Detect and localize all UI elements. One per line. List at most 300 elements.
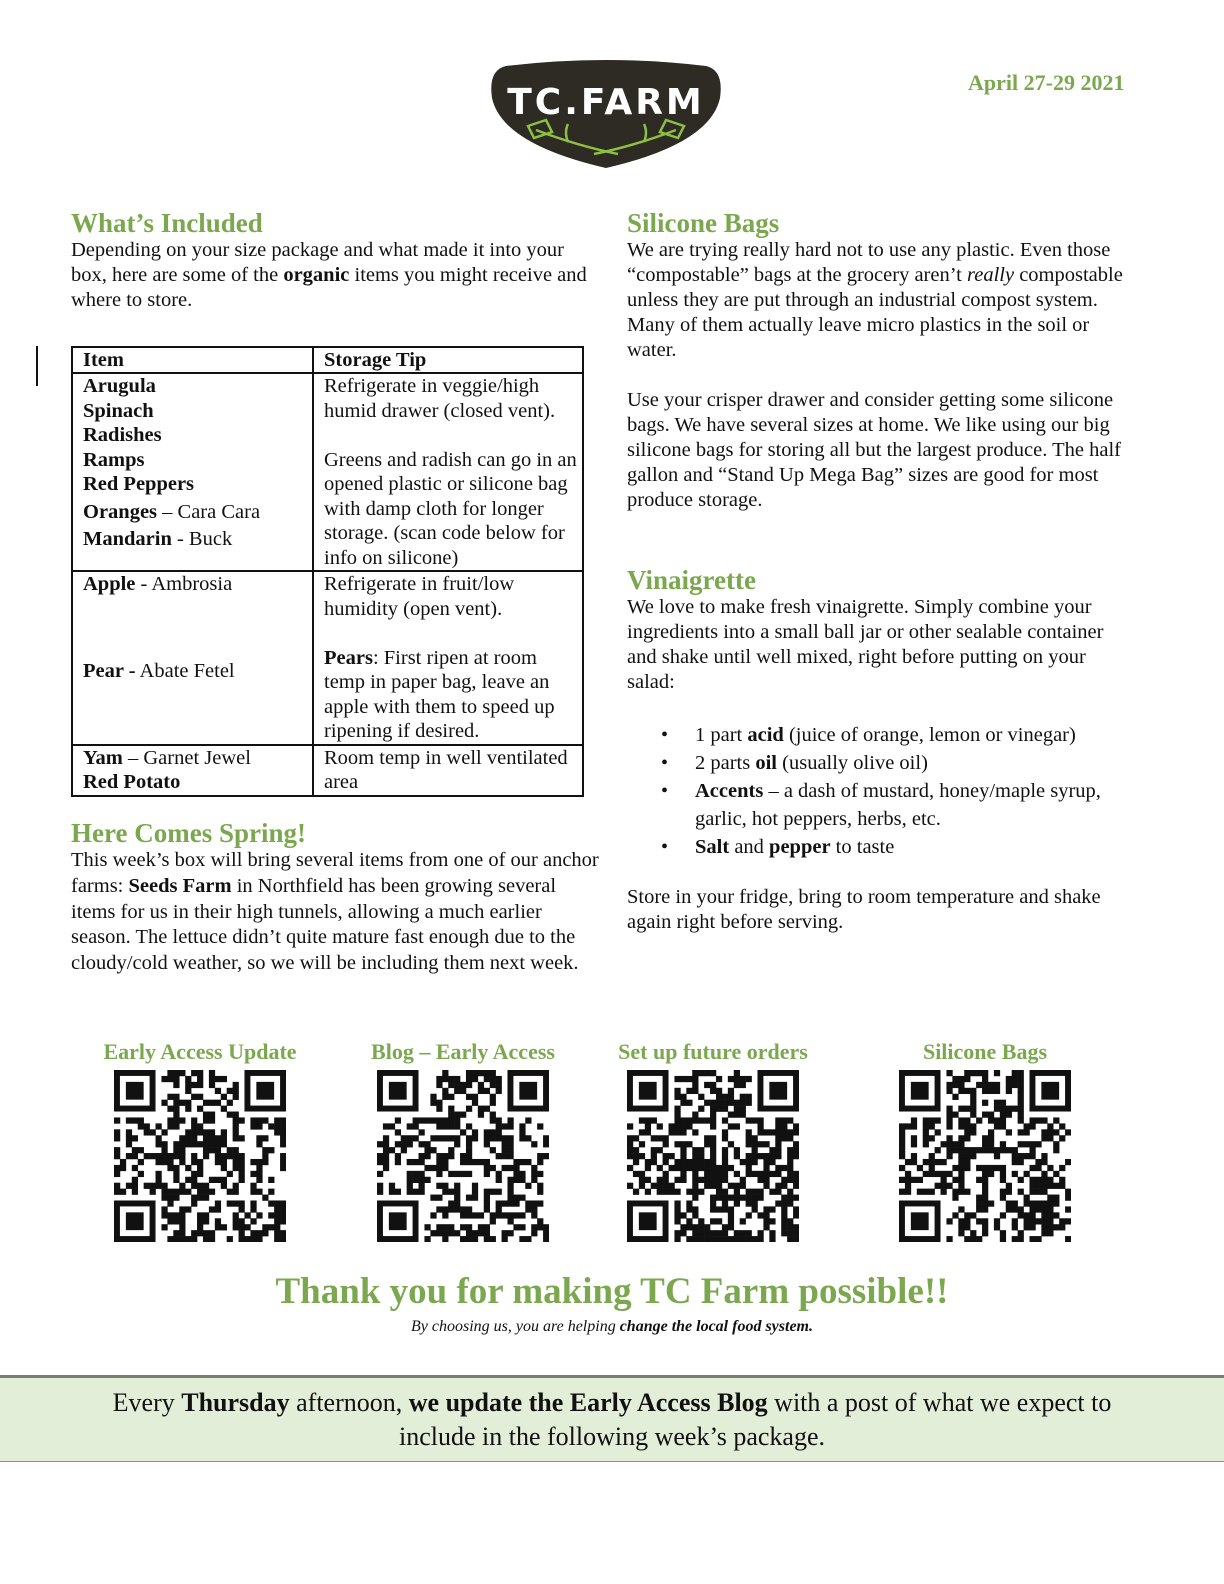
item-name: Yam – Garnet Jewel: [83, 746, 251, 769]
qr-module: [757, 1153, 763, 1159]
qr-module: [716, 1076, 722, 1082]
qr-module: [698, 1153, 704, 1159]
qr-module: [958, 1165, 964, 1171]
qr-module: [692, 1165, 698, 1171]
qr-module: [1065, 1189, 1071, 1195]
qr-module: [639, 1183, 645, 1189]
qr-module: [173, 1236, 179, 1242]
qr-module: [781, 1183, 787, 1189]
qr-module: [964, 1236, 970, 1242]
qr-set-up-future-orders[interactable]: [608, 1038, 818, 1242]
qr-module: [513, 1200, 519, 1206]
qr-module: [680, 1177, 686, 1183]
qr-module: [899, 1135, 905, 1141]
qr-module: [543, 1230, 549, 1236]
qr-module: [704, 1171, 710, 1177]
qr-module: [958, 1135, 964, 1141]
qr-module: [651, 1135, 657, 1141]
qr-module: [442, 1189, 448, 1195]
qr-module: [525, 1183, 531, 1189]
qr-module: [752, 1236, 758, 1242]
qr-module: [1012, 1076, 1018, 1082]
qr-module: [161, 1212, 167, 1218]
qr-module: [454, 1206, 460, 1212]
qr-module: [280, 1165, 286, 1171]
qr-module: [203, 1212, 209, 1218]
spring-text: This week’s box will bring several items from one of our anchor farms: Seeds Farm in Northfield has been growing several items for us in their high tunnels, allowing a much earlier season. The lettuce didn’t quite mature fast enough due to the cloudy/cold weather, so we will be including them next week.: [71, 849, 599, 975]
qr-module: [734, 1236, 740, 1242]
qr-module: [769, 1171, 775, 1177]
qr-module: [994, 1218, 1000, 1224]
qr-module: [484, 1230, 490, 1236]
qr-module: [722, 1224, 728, 1230]
qr-module: [197, 1165, 203, 1171]
qr-module: [478, 1082, 484, 1088]
qr-module: [692, 1117, 698, 1123]
qr-module: [268, 1177, 274, 1183]
qr-module: [525, 1159, 531, 1165]
qr-module: [1029, 1177, 1035, 1183]
qr-module: [280, 1236, 286, 1242]
item-name: Red Peppers: [83, 473, 195, 495]
qr-module: [781, 1195, 787, 1201]
qr-module: [923, 1117, 929, 1123]
qr-module: [964, 1123, 970, 1129]
qr-module: [651, 1159, 657, 1165]
qr-module: [484, 1070, 490, 1076]
qr-module: [227, 1153, 233, 1159]
qr-module: [734, 1070, 740, 1076]
qr-module: [781, 1218, 787, 1224]
qr-module: [191, 1171, 197, 1177]
qr-module: [692, 1206, 698, 1212]
qr-module: [704, 1165, 710, 1171]
qr-module: [448, 1224, 454, 1230]
qr-module: [424, 1236, 430, 1242]
qr-module: [197, 1082, 203, 1088]
qr-module: [395, 1153, 401, 1159]
qr-module: [763, 1159, 769, 1165]
qr-module: [1047, 1129, 1053, 1135]
qr-module: [674, 1177, 680, 1183]
qr-module: [185, 1206, 191, 1212]
qr-module: [448, 1076, 454, 1082]
qr-module: [436, 1183, 442, 1189]
qr-module: [537, 1218, 543, 1224]
qr-module: [763, 1141, 769, 1147]
qr-module: [144, 1153, 150, 1159]
qr-module: [716, 1171, 722, 1177]
qr-module: [466, 1106, 472, 1112]
item-name: Red Potato: [83, 771, 181, 793]
qr-module: [946, 1135, 952, 1141]
qr-module: [144, 1183, 150, 1189]
qr-module: [710, 1177, 716, 1183]
qr-module: [114, 1171, 120, 1177]
qr-module: [674, 1088, 680, 1094]
qr-module: [448, 1230, 454, 1236]
qr-module: [466, 1171, 472, 1177]
qr-module: [746, 1230, 752, 1236]
qr-module: [710, 1230, 716, 1236]
qr-module: [899, 1129, 905, 1135]
qr-module: [746, 1236, 752, 1242]
qr-early-access-update[interactable]: [92, 1038, 308, 1242]
qr-module: [1018, 1129, 1024, 1135]
qr-module: [710, 1147, 716, 1153]
qr-module: [507, 1123, 513, 1129]
qr-module: [250, 1171, 256, 1177]
qr-module: [757, 1236, 763, 1242]
qr-module: [203, 1129, 209, 1135]
qr-module: [466, 1123, 472, 1129]
qr-module: [740, 1082, 746, 1088]
qr-module: [757, 1171, 763, 1177]
qr-module: [1047, 1224, 1053, 1230]
qr-module: [976, 1218, 982, 1224]
qr-module: [221, 1183, 227, 1189]
whats-included-intro: Depending on your size package and what made it into your box, here are some of the organic items you might receive and where to store.: [71, 239, 587, 311]
qr-module: [448, 1112, 454, 1118]
qr-module: [651, 1117, 657, 1123]
qr-module: [484, 1200, 490, 1206]
qr-module: [651, 1153, 657, 1159]
qr-module: [466, 1236, 472, 1242]
qr-module: [227, 1189, 233, 1195]
qr-module: [982, 1141, 988, 1147]
qr-module: [490, 1189, 496, 1195]
qr-module: [716, 1165, 722, 1171]
qr-module: [507, 1147, 513, 1153]
qr-module: [407, 1123, 413, 1129]
qr-module: [740, 1218, 746, 1224]
qr-module: [401, 1135, 407, 1141]
qr-module: [436, 1117, 442, 1123]
qr-module: [781, 1123, 787, 1129]
qr-module: [1029, 1165, 1035, 1171]
qr-module: [472, 1135, 478, 1141]
qr-module: [442, 1236, 448, 1242]
qr-module: [537, 1224, 543, 1230]
qr-module: [1059, 1183, 1065, 1189]
qr-module: [710, 1112, 716, 1118]
qr-module: [728, 1195, 734, 1201]
qr-module: [490, 1165, 496, 1171]
qr-module: [958, 1076, 964, 1082]
qr-module: [674, 1165, 680, 1171]
qr-module: [716, 1183, 722, 1189]
qr-module: [233, 1212, 239, 1218]
qr-module: [769, 1189, 775, 1195]
qr-module: [686, 1076, 692, 1082]
list-item: • Accents – a dash of mustard, honey/maple syrup, garlic, hot peppers, herbs, etc.: [627, 777, 1137, 833]
qr-module: [167, 1236, 173, 1242]
qr-module: [161, 1189, 167, 1195]
qr-module: [114, 1153, 120, 1159]
qr-module: [946, 1183, 952, 1189]
qr-module: [1047, 1123, 1053, 1129]
qr-silicone-bags[interactable]: [880, 1038, 1090, 1242]
qr-module: [692, 1153, 698, 1159]
qr-module: [454, 1200, 460, 1206]
qr-module: [233, 1165, 239, 1171]
qr-module: [946, 1117, 952, 1123]
qr-module: [126, 1183, 132, 1189]
qr-module: [1012, 1159, 1018, 1165]
qr-module: [680, 1224, 686, 1230]
qr-module: [454, 1171, 460, 1177]
qr-module: [746, 1189, 752, 1195]
qr-module: [988, 1112, 994, 1118]
qr-module: [1029, 1189, 1035, 1195]
qr-module: [239, 1117, 245, 1123]
qr-module: [173, 1106, 179, 1112]
qr-module: [209, 1070, 215, 1076]
qr-module: [502, 1135, 508, 1141]
qr-module: [958, 1106, 964, 1112]
qr-module: [466, 1076, 472, 1082]
qr-module: [935, 1147, 941, 1153]
qr-code-icon[interactable]: [377, 1070, 549, 1242]
qr-module: [710, 1195, 716, 1201]
qr-module: [472, 1195, 478, 1201]
qr-module: [1047, 1230, 1053, 1236]
qr-module: [209, 1112, 215, 1118]
qr-module: [923, 1159, 929, 1165]
qr-module: [280, 1123, 286, 1129]
qr-module: [781, 1135, 787, 1141]
qr-module: [710, 1141, 716, 1147]
qr-module: [436, 1159, 442, 1165]
qr-module: [472, 1230, 478, 1236]
qr-module: [256, 1236, 262, 1242]
qr-module: [430, 1117, 436, 1123]
qr-module: [466, 1230, 472, 1236]
qr-module: [478, 1212, 484, 1218]
qr-module: [413, 1177, 419, 1183]
qr-module: [911, 1117, 917, 1123]
qr-module: [1018, 1236, 1024, 1242]
qr-module: [484, 1236, 490, 1242]
qr-module: [734, 1171, 740, 1177]
qr-module: [964, 1218, 970, 1224]
qr-module: [215, 1177, 221, 1183]
qr-module: [167, 1200, 173, 1206]
qr-module: [424, 1147, 430, 1153]
qr-module: [752, 1189, 758, 1195]
qr-module: [132, 1117, 138, 1123]
qr-module: [680, 1165, 686, 1171]
qr-code-icon[interactable]: [627, 1070, 799, 1242]
qr-module: [221, 1094, 227, 1100]
qr-module: [787, 1230, 793, 1236]
qr-module: [704, 1082, 710, 1088]
qr-module: [156, 1141, 162, 1147]
qr-module: [274, 1117, 280, 1123]
qr-module: [413, 1171, 419, 1177]
qr-module: [1041, 1230, 1047, 1236]
qr-module: [935, 1159, 941, 1165]
qr-module: [1041, 1135, 1047, 1141]
qr-module: [126, 1153, 132, 1159]
qr-module: [716, 1100, 722, 1106]
qr-module: [233, 1094, 239, 1100]
qr-module: [1012, 1106, 1018, 1112]
qr-module: [239, 1153, 245, 1159]
qr-module: [952, 1165, 958, 1171]
qr-module: [203, 1189, 209, 1195]
qr-module: [958, 1117, 964, 1123]
qr-module: [698, 1224, 704, 1230]
qr-module: [209, 1189, 215, 1195]
qr-module: [740, 1236, 746, 1242]
qr-module: [1041, 1206, 1047, 1212]
qr-module: [740, 1112, 746, 1118]
qr-module: [197, 1171, 203, 1177]
qr-module: [722, 1147, 728, 1153]
qr-module: [710, 1088, 716, 1094]
qr-module: [233, 1135, 239, 1141]
qr-module: [197, 1159, 203, 1165]
qr-module: [964, 1153, 970, 1159]
qr-module: [436, 1165, 442, 1171]
qr-module: [519, 1129, 525, 1135]
qr-module: [787, 1147, 793, 1153]
qr-module: [156, 1183, 162, 1189]
qr-module: [734, 1076, 740, 1082]
qr-module: [161, 1147, 167, 1153]
qr-module: [460, 1236, 466, 1242]
qr-module: [763, 1153, 769, 1159]
qr-module: [436, 1106, 442, 1112]
qr-blog-early-access[interactable]: [358, 1038, 568, 1242]
qr-module: [988, 1088, 994, 1094]
qr-module: [722, 1129, 728, 1135]
qr-module: [161, 1153, 167, 1159]
qr-module: [395, 1141, 401, 1147]
qr-module: [680, 1147, 686, 1153]
qr-module: [627, 1165, 633, 1171]
qr-module: [929, 1123, 935, 1129]
qr-module: [221, 1129, 227, 1135]
qr-module: [633, 1153, 639, 1159]
qr-module: [274, 1212, 280, 1218]
silicone-title: Silicone Bags: [627, 208, 780, 238]
qr-module: [442, 1183, 448, 1189]
qr-module: [442, 1076, 448, 1082]
qr-module: [138, 1171, 144, 1177]
qr-module: [484, 1165, 490, 1171]
qr-module: [191, 1177, 197, 1183]
qr-code-icon[interactable]: [899, 1070, 1071, 1242]
qr-module: [250, 1236, 256, 1242]
qr-module: [472, 1129, 478, 1135]
qr-module: [775, 1141, 781, 1147]
qr-module: [633, 1159, 639, 1165]
qr-module: [442, 1094, 448, 1100]
qr-module: [917, 1165, 923, 1171]
qr-module: [185, 1129, 191, 1135]
qr-module: [280, 1218, 286, 1224]
qr-module: [502, 1200, 508, 1206]
qr-module: [698, 1070, 704, 1076]
qr-module: [239, 1135, 245, 1141]
qr-module: [946, 1123, 952, 1129]
qr-module: [958, 1141, 964, 1147]
qr-module: [994, 1123, 1000, 1129]
qr-module: [1065, 1206, 1071, 1212]
qr-module: [911, 1159, 917, 1165]
qr-module: [484, 1224, 490, 1230]
qr-module: [923, 1189, 929, 1195]
qr-module: [692, 1129, 698, 1135]
qr-module: [442, 1070, 448, 1076]
item-name: Radishes: [83, 424, 162, 446]
qr-module: [674, 1094, 680, 1100]
qr-module: [982, 1088, 988, 1094]
qr-module: [209, 1129, 215, 1135]
qr-module: [793, 1224, 799, 1230]
qr-module: [161, 1100, 167, 1106]
qr-module: [775, 1171, 781, 1177]
qr-module: [639, 1153, 645, 1159]
qr-module: [994, 1082, 1000, 1088]
qr-module: [674, 1123, 680, 1129]
qr-module: [513, 1171, 519, 1177]
qr-module: [197, 1189, 203, 1195]
qr-module: [215, 1141, 221, 1147]
qr-module: [1035, 1206, 1041, 1212]
qr-module: [132, 1135, 138, 1141]
qr-module: [899, 1165, 905, 1171]
qr-module: [454, 1112, 460, 1118]
qr-module: [274, 1200, 280, 1206]
qr-module: [250, 1230, 256, 1236]
qr-module: [710, 1218, 716, 1224]
qr-module: [484, 1195, 490, 1201]
qr-module: [686, 1189, 692, 1195]
qr-module: [173, 1082, 179, 1088]
qr-module: [424, 1117, 430, 1123]
qr-module: [704, 1141, 710, 1147]
qr-module: [988, 1082, 994, 1088]
qr-module: [787, 1135, 793, 1141]
qr-module: [752, 1159, 758, 1165]
qr-module: [460, 1129, 466, 1135]
qr-module: [935, 1117, 941, 1123]
qr-module: [680, 1153, 686, 1159]
qr-module: [424, 1177, 430, 1183]
qr-module: [722, 1135, 728, 1141]
qr-module: [740, 1230, 746, 1236]
qr-module: [419, 1129, 425, 1135]
qr-module: [964, 1070, 970, 1076]
qr-module: [787, 1117, 793, 1123]
qr-module: [185, 1177, 191, 1183]
qr-module: [167, 1106, 173, 1112]
qr-module: [769, 1159, 775, 1165]
qr-module: [982, 1177, 988, 1183]
qr-module: [734, 1230, 740, 1236]
qr-module: [982, 1070, 988, 1076]
qr-module: [126, 1141, 132, 1147]
qr-module: [436, 1076, 442, 1082]
qr-module: [150, 1153, 156, 1159]
qr-module: [946, 1070, 952, 1076]
qr-module: [710, 1100, 716, 1106]
qr-module: [704, 1236, 710, 1242]
qr-code-icon[interactable]: [114, 1070, 286, 1242]
